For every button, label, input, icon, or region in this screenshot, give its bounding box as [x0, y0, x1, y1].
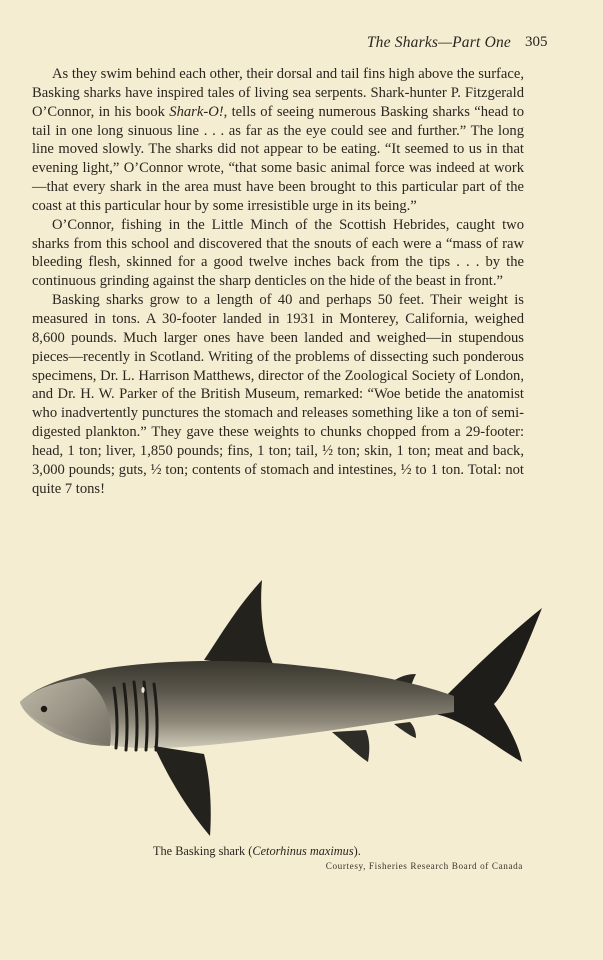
shark-eye	[41, 706, 47, 712]
running-head	[0, 34, 603, 54]
paragraph-1-part-1: As they swim behind each other, their dorsal and tail fins high above the surface, Basking sharks have inspired tales of living sea serpents. Shark-hunter P. Fitzgerald O’Connor, in his book	[32, 66, 524, 120]
paragraph-1	[32, 65, 524, 216]
paragraph-3: Basking sharks grow to a length of 40 and perhaps 50 feet. Their weight is measured in tons. A 30-footer landed in 1931 in Monterey, California, weighed 8,600 pounds. Much larger ones have been landed and weighed—in stupendous pieces—recently in Scotland. Writing of the problems of dissecting such ponderous specimens, Dr. L. Harrison Matthews, director of the Zoological Society of London, and Dr. H. W. Parker of the British Museum, remarked: “Woe betide the anatomist who inadvertently punctures the stomach and releases something like a ton of semi-digested plankton.” They gave these weights to chunks chopped from a 29-footer: head, 1 ton; liver, 1,850 pounds; fins, 1 ton; tail, ½ ton; skin, 1 ton; meat and back, 3,000 pounds; guts, ½ ton; contents of stomach and intestines, ½ to 1 ton. Total: not quite 7 tons!	[32, 292, 524, 497]
pectoral-fin	[154, 746, 211, 836]
page-number: 305	[525, 34, 548, 50]
paragraph-1-part-2: , tells of seeing numerous Basking sharks “head to tail in one long sinuous line . . . as far as the eye could see and further.” The long line moved slowly. The sharks did not appear to be eating. “It seemed to us in that evening light,” O’Connor wrote, “that some basic animal force was indeed at work—that every shark in the area must have been brought to this particular part of the coast at this particular hour by some irresistible urge in its being.”	[32, 103, 524, 214]
tail-fin	[434, 608, 542, 762]
shark-figure	[14, 578, 546, 840]
figure-credit: Courtesy, Fisheries Research Board of Canada	[325, 861, 523, 871]
anal-fin	[394, 722, 416, 738]
eye-highlight	[141, 687, 144, 693]
running-title: The Sharks—Part One	[366, 34, 511, 51]
paragraph-2: O’Connor, fishing in the Little Minch of the Scottish Hebrides, caught two sharks from this school and discovered that the snouts of each were a “mass of raw bleeding flesh, skinned for a good twelve inches back from the tips . . . by the continuous grinding against the sharp denticles on the hide of the beast in front.”	[32, 216, 524, 290]
dorsal-fin	[204, 580, 276, 670]
pelvic-fin	[332, 730, 369, 762]
basking-shark-illustration	[14, 578, 546, 840]
caption-suffix: ).	[353, 844, 361, 858]
book-title: Shark-O!	[169, 103, 224, 120]
caption-species: Cetorhinus maximus	[252, 844, 354, 858]
body-text	[32, 65, 524, 498]
caption-prefix: The Basking shark (	[153, 844, 253, 858]
figure-caption	[153, 844, 361, 859]
